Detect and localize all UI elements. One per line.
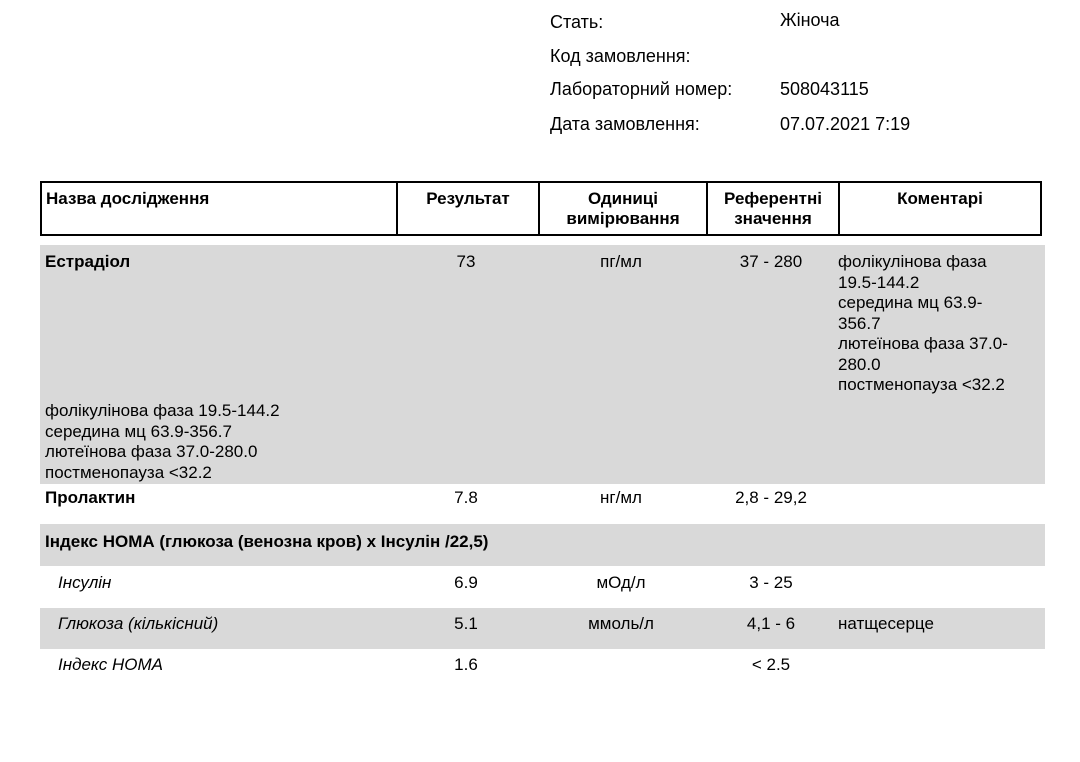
header-reference <box>708 183 838 234</box>
test-result: 5.1 <box>454 614 478 633</box>
table-header <box>40 181 1042 236</box>
order-code-label: Код замовлення: <box>550 46 691 66</box>
table-row-group-homa <box>40 524 1045 566</box>
table-row-insulin <box>40 566 1045 608</box>
test-note <box>45 401 280 483</box>
group-title: Індекс НОМА (глюкоза (венозна кров) х Інсулін /22,5) <box>45 532 489 551</box>
comment-line: фолікулінова фаза <box>838 252 987 271</box>
comment-line: лютеїнова фаза 37.0- <box>838 334 1008 353</box>
order-date-value: 07.07.2021 7:19 <box>780 114 911 134</box>
comment-line: 280.0 <box>838 354 881 374</box>
test-name: Глюкоза (кількісний) <box>58 614 219 633</box>
comment-line: середина мц 63.9- <box>838 293 983 312</box>
header-name: Назва дослідження <box>46 189 210 208</box>
test-name: Естрадіол <box>45 252 131 271</box>
comment-line: 356.7 <box>838 313 881 333</box>
test-comment: натщесерце <box>838 614 934 633</box>
note-line: лютеїнова фаза 37.0-280.0 <box>45 442 258 461</box>
test-name: Пролактин <box>45 488 136 507</box>
header-comments: Коментарі <box>897 189 983 208</box>
comment-line: постменопауза <32.2 <box>838 375 1005 394</box>
header-reference-line1: Референтні <box>724 189 822 208</box>
header-result: Результат <box>426 189 510 208</box>
test-reference: 2,8 - 29,2 <box>735 488 807 507</box>
test-units: мОд/л <box>596 573 646 592</box>
table-row-homa-index <box>40 649 1045 689</box>
note-line: фолікулінова фаза 19.5-144.2 <box>45 401 280 420</box>
test-units: пг/мл <box>600 252 642 271</box>
sex-label: Стать: <box>550 12 604 32</box>
test-units: ммоль/л <box>588 614 654 633</box>
table-row-prolactin <box>40 484 1045 524</box>
test-result: 1.6 <box>454 655 478 674</box>
test-reference: 4,1 - 6 <box>746 614 796 633</box>
header-units-line2: вимірювання <box>566 209 680 228</box>
header-units-line1: Одиниці <box>588 189 658 208</box>
lab-number-value: 508043115 <box>780 79 869 99</box>
note-line: постменопауза <32.2 <box>45 462 212 482</box>
test-comment <box>838 252 1008 396</box>
test-reference: 3 - 25 <box>749 573 793 592</box>
test-units: нг/мл <box>600 488 642 507</box>
test-result: 73 <box>456 252 476 271</box>
table-row-glucose <box>40 608 1045 649</box>
test-name: Інсулін <box>58 573 112 592</box>
test-result: 7.8 <box>454 488 478 507</box>
table-row-estradiol <box>40 245 1045 484</box>
test-name: Індекс НОМА <box>58 655 163 674</box>
test-reference: 37 - 280 <box>739 252 803 271</box>
test-reference: < 2.5 <box>751 655 791 674</box>
note-line: середина мц 63.9-356.7 <box>45 421 232 441</box>
order-date-label: Дата замовлення: <box>550 114 700 134</box>
lab-number-label: Лабораторний номер: <box>550 79 733 99</box>
sex-value: Жіноча <box>780 10 840 30</box>
comment-line: 19.5-144.2 <box>838 272 920 292</box>
test-result: 6.9 <box>454 573 478 592</box>
header-reference-line2: значення <box>734 209 812 228</box>
header-units <box>540 183 706 234</box>
